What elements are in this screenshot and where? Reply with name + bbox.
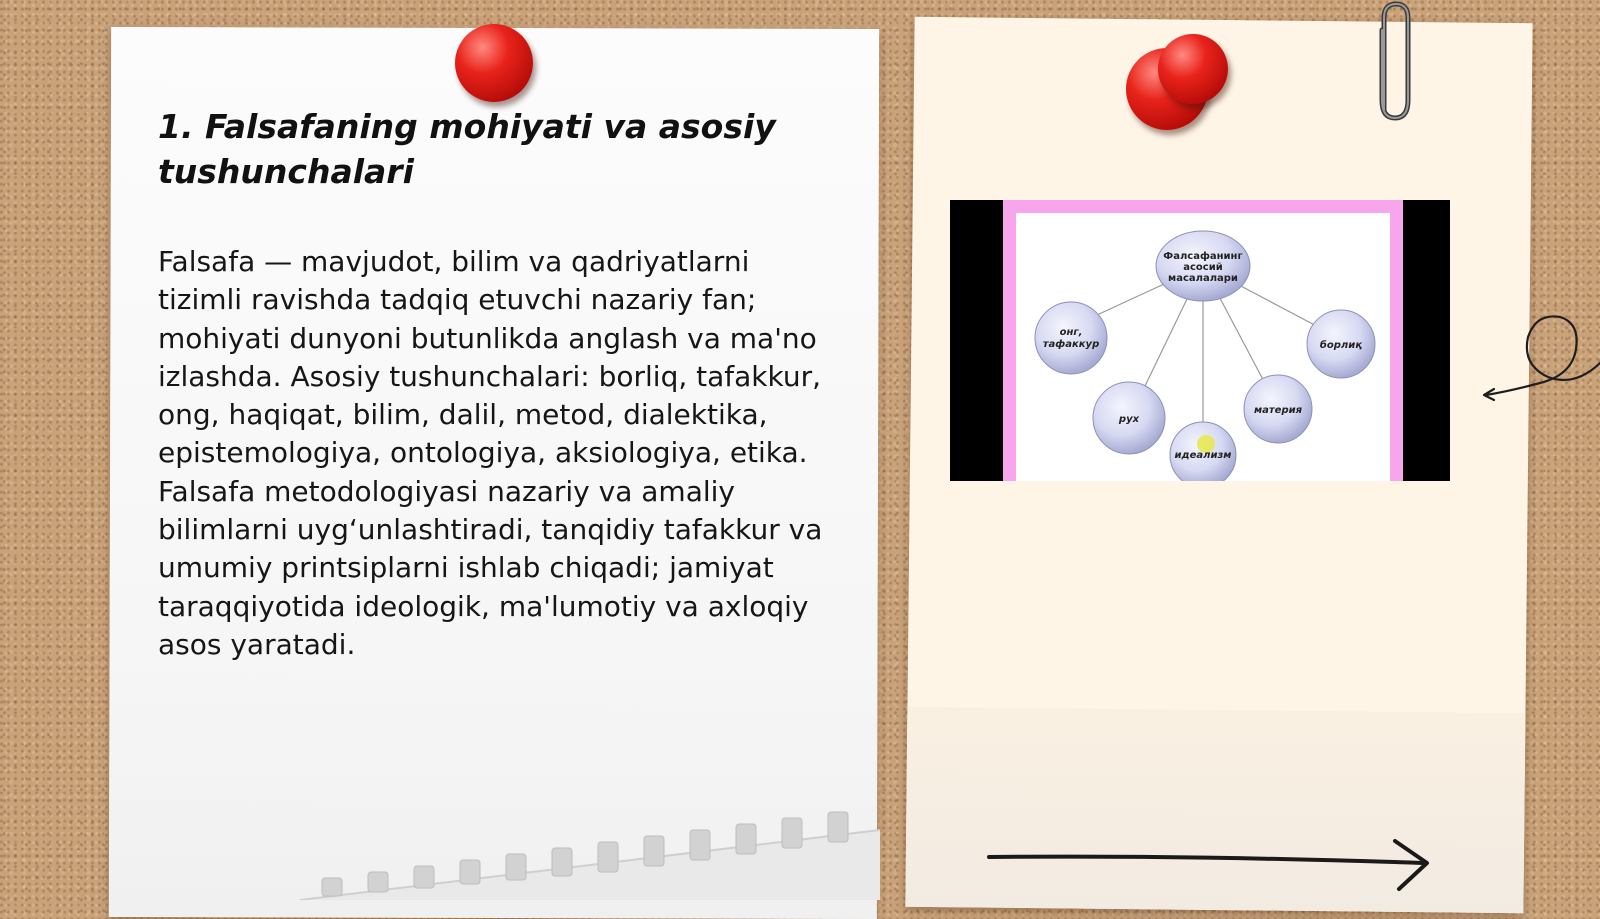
push-pin-icon: [1158, 34, 1228, 104]
loop-doodle-icon: [1480, 305, 1600, 415]
node-idealizm: [1170, 422, 1236, 481]
node-ruh: [1093, 382, 1165, 454]
slide-white-area: [1016, 213, 1390, 481]
node-ong-tafakkur: [1035, 302, 1107, 374]
node-ong-line-2: тафаккур: [1042, 339, 1100, 350]
paper-clip-icon: [1370, 0, 1420, 125]
center-node: [1156, 231, 1250, 301]
embedded-slide-image: [950, 200, 1450, 481]
node-borliq-label: борлиқ: [1319, 340, 1363, 351]
node-borliq: [1307, 310, 1375, 378]
node-idealizm-label: идеализм: [1174, 450, 1232, 461]
slide-pink-border: [1003, 200, 1403, 481]
philosophy-diagram: [1016, 213, 1390, 481]
push-pin-icon: [455, 24, 533, 102]
center-node-line-1: Фалсафанинг: [1163, 251, 1243, 262]
node-materiya: [1244, 375, 1312, 443]
center-node-line-2: асосий: [1183, 262, 1223, 273]
node-materiya-label: материя: [1253, 405, 1303, 416]
node-ruh-label: рух: [1118, 414, 1140, 425]
slide-title: 1. Falsafaning mohiyati va asosiy tushunchalari: [158, 107, 776, 191]
torn-paper-strip: [300, 790, 880, 900]
node-ong-line-1: онг,: [1059, 327, 1083, 338]
slide-body-text: Falsafa — mavjudot, bilim va qadriyatlarni tizimli ravishda tadqiq etuvchi nazariy fan; mohiyati dunyoni butunlikda anglash va ma'no izlashda. Asosiy tushunchalari: borliq, tafakkur, ong, haqiqat, bilim, dalil, metod, dialektika, epistemologiya, ontologiya, aksiologiya, etika. Falsafa metodologiyasi nazariy va amaliy bilimlarni uyg‘unlashtiradi, tanqidiy tafakkur va umumiy printsiplarni ishlab chiqadi; jamiyat taraqqiyotida ideologik, ma'lumotiy va axloqiy asos yaratadi.: [158, 245, 823, 661]
center-node-line-3: масалалари: [1168, 273, 1238, 284]
arrow-right-icon: [985, 835, 1445, 895]
